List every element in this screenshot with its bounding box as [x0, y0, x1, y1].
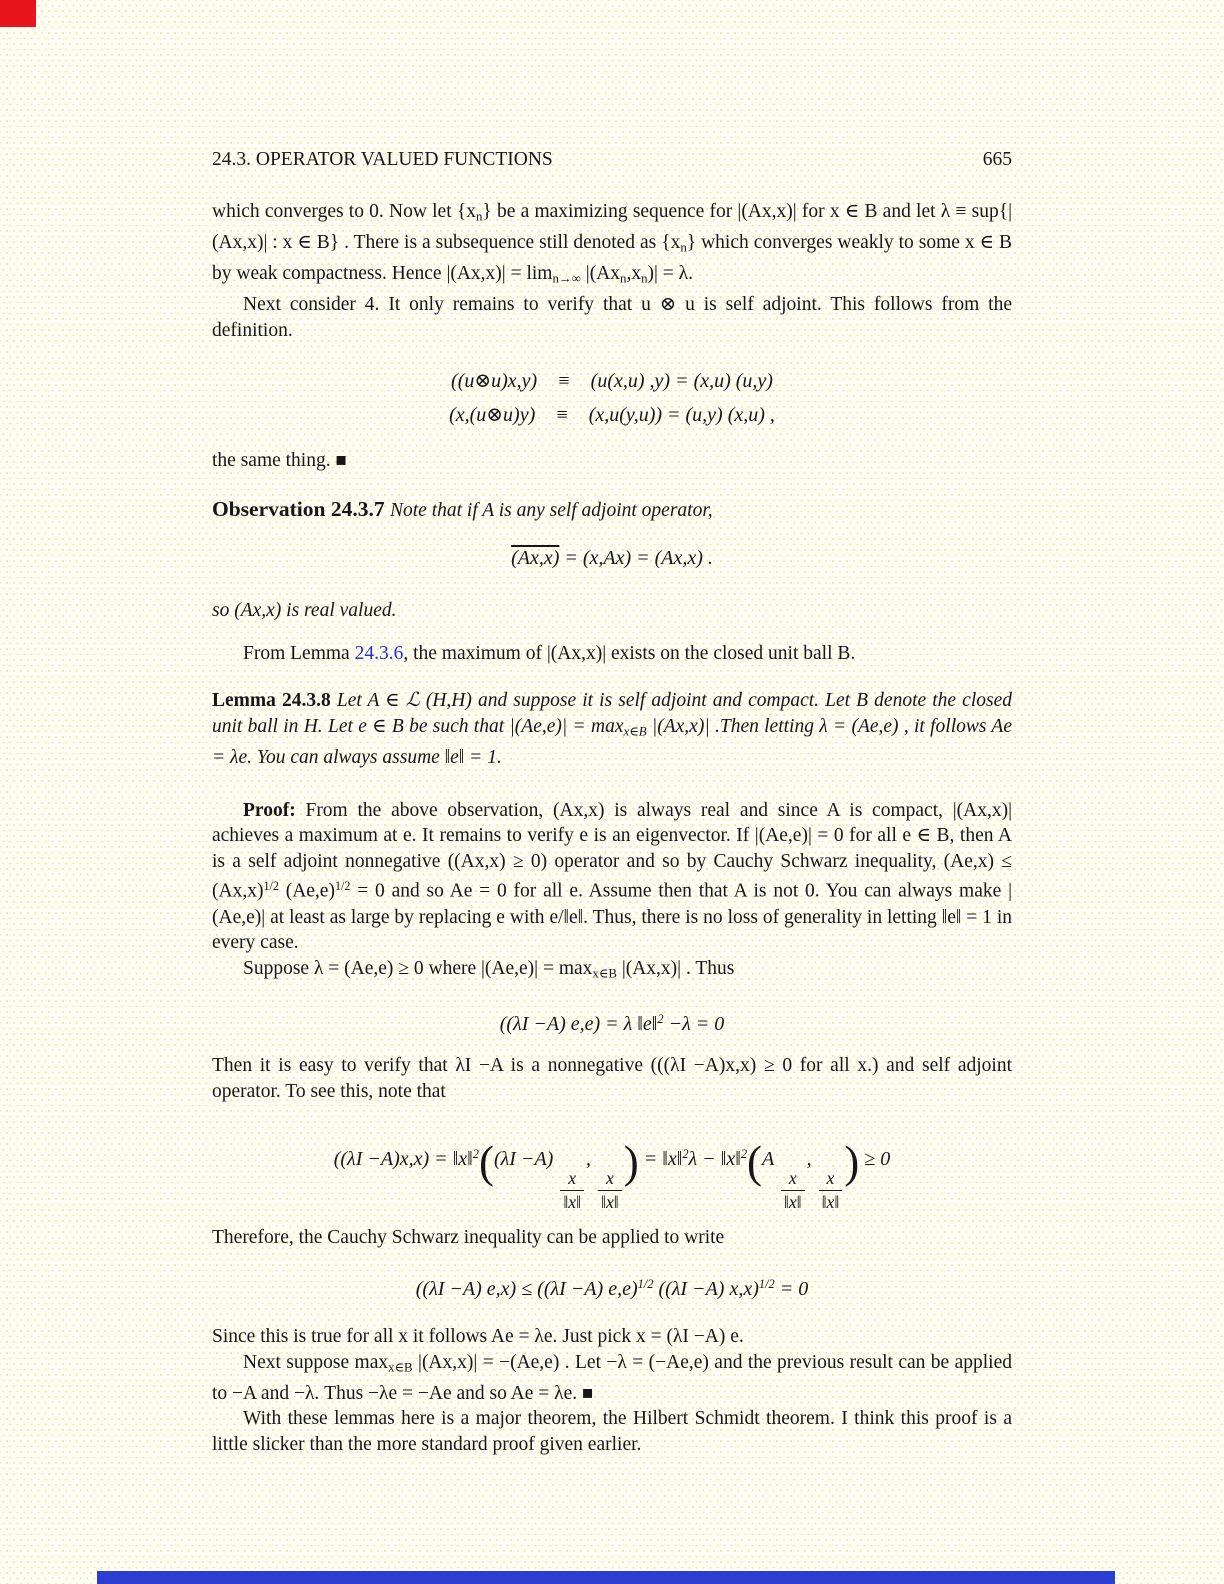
- paragraph-then-easy: [212, 1053, 1012, 1104]
- bold-run: Proof:: [243, 799, 306, 821]
- text-run: n: [641, 271, 648, 286]
- observation-heading: [212, 496, 1012, 524]
- fraction: [560, 1168, 584, 1213]
- qed-square: ■: [335, 450, 347, 472]
- text-run: Next consider 4. It only remains to verify that u ⊗ u is self adjoint. This follows from the definition.: [212, 294, 1012, 341]
- fraction-numerator: x: [560, 1168, 584, 1191]
- display-equation-lambda: [212, 1004, 1012, 1039]
- text-run: ≥ 0: [859, 1148, 891, 1171]
- display-equation-fractions: [212, 1118, 1012, 1213]
- text-run: n: [475, 209, 483, 224]
- text-run: so (Ax,x) is real valued.: [212, 599, 397, 621]
- display-equation-cauchy: [212, 1267, 1012, 1306]
- bold-run: Lemma 24.3.8: [212, 689, 337, 711]
- text-run: , the maximum of |(Ax,x)| exists on the closed unit ball B.: [403, 643, 856, 665]
- text-run: x∈B: [623, 724, 647, 739]
- text-run: ((λI −A) x,x): [653, 1278, 759, 1301]
- text-run: )| = λ.: [647, 263, 694, 285]
- text-run: which converges to 0. Now let {x: [212, 201, 476, 222]
- text-run: 2: [682, 1147, 689, 1162]
- paragraph-therefore: [212, 1225, 1012, 1251]
- text-run: |(Ax,x)| .Then letting λ = (Ae,e) , it follows Ae = λe. You can always assume ‖e‖ = 1.: [212, 716, 1012, 769]
- text-run: Suppose λ = (Ae,e) ≥ 0 where |(Ae,e)| = max: [243, 957, 593, 979]
- text-run: From the above observation, (Ax,x) is always real and since A is compact, |(Ax,x)| achieves a maximum at e. It remains to verify e is an eigenvector. If |(Ae,e)| = 0 for all e ∈ B, then A is a self adjoint nonnegative ((Ax,x) ≥ 0) operator and so by Cauchy Schwarz inequality, (Ae,x) ≤ (Ax,x): [212, 799, 1012, 903]
- fraction-numerator: x: [819, 1168, 843, 1191]
- text-run: } be a maximizing sequence for |(Ax,x)| for x ∈ B and let λ ≡ sup{|(Ax,x)| : x ∈ B} . There is a subsequence still denoted as {x: [212, 201, 1012, 254]
- section-title: 24.3. OPERATOR VALUED FUNCTIONS: [212, 149, 553, 170]
- fraction: [781, 1168, 805, 1213]
- fraction-denominator: ‖x‖: [783, 1191, 802, 1212]
- paragraph-from-lemma: [212, 641, 1012, 667]
- text-run: 2: [657, 1011, 664, 1026]
- text-run: ): [844, 1137, 860, 1188]
- paragraph-next-consider: [212, 292, 1012, 343]
- equation-line: [212, 398, 1012, 432]
- text-run: (: [747, 1137, 763, 1188]
- text-run: ,x: [626, 263, 642, 285]
- lemma-heading: [212, 688, 1012, 772]
- display-equation-tensor: [212, 364, 1012, 432]
- text-run: −λ = 0: [663, 1012, 725, 1035]
- text-run: n: [620, 271, 627, 286]
- text-run: n→∞: [552, 271, 581, 286]
- paragraph-since-true: [212, 1324, 1012, 1350]
- paragraph-which-converges: [212, 199, 1012, 292]
- text-run: |(Ax,x)| = −(Ae,e) . Let −λ = (−Ae,e) and the previous result can be applied to −A and −λ. Thus −λe = −Ae and so Ae = λe.: [212, 1351, 1012, 1404]
- text-run: ,: [586, 1148, 597, 1171]
- fraction-numerator: x: [781, 1168, 805, 1191]
- text-run: ((u⊗u)x,y) ≡ (u(x,u) ,y) = (x,u) (u,y): [451, 370, 773, 393]
- fraction-denominator: ‖x‖: [821, 1191, 840, 1212]
- text-run: 2: [740, 1147, 748, 1162]
- page-number: 665: [982, 149, 1012, 170]
- text-run: Next suppose max: [243, 1351, 389, 1373]
- text-run: x∈B: [592, 966, 617, 981]
- text-run: 2: [472, 1147, 479, 1162]
- text-run: 1/2: [263, 879, 279, 894]
- cross-reference-link[interactable]: 24.3.6: [354, 643, 404, 665]
- text-run: = 0: [774, 1278, 809, 1301]
- display-equation-conjugate: [212, 543, 1012, 573]
- text-run: λ − ‖x‖: [688, 1148, 741, 1171]
- text-run: (Ax,x): [511, 546, 560, 569]
- paragraph-next-suppose: [212, 1350, 1012, 1407]
- text-run: = (x,Ax) = (Ax,x) .: [559, 546, 713, 569]
- text-run: (λI −A): [493, 1148, 559, 1171]
- paragraph-with-lemmas: [212, 1406, 1012, 1457]
- text-run: Note that if A is any self adjoint operator,: [389, 499, 713, 521]
- fraction-denominator: ‖x‖: [563, 1191, 582, 1212]
- text-run: x∈B: [388, 1360, 413, 1375]
- bold-run: Observation 24.3.7: [212, 496, 390, 521]
- text-run: the same thing.: [212, 450, 336, 472]
- paragraph-real-valued: [212, 598, 1012, 624]
- paragraph-same-thing: [212, 448, 1012, 474]
- text-run: |(Ax: [580, 263, 621, 285]
- text-run: } which converges weakly to some x ∈ B by weak compactness. Hence |(Ax,x)| = lim: [212, 232, 1012, 285]
- text-run: Therefore, the Cauchy Schwarz inequality can be applied to write: [212, 1226, 725, 1248]
- text-run: From Lemma: [243, 643, 355, 665]
- paragraph-proof: [212, 798, 1012, 956]
- equation-line: [212, 364, 1012, 398]
- text-run: = 0 and so Ae = 0 for all e. Assume then that A is not 0. You can always make |(Ae,e)| at least as large by replacing e with e/‖e‖. Thus, there is no loss of generality in letting ‖e‖ = 1 in every case.: [212, 881, 1012, 954]
- fraction-numerator: x: [598, 1168, 622, 1191]
- text-run: Then it is easy to verify that λI −A is a nonnegative (((λI −A)x,x) ≥ 0 for all x.) and self adjoint operator. To see this, note that: [212, 1055, 1012, 1102]
- text-run: (x,(u⊗u)y) ≡ (x,u(y,u)) = (u,y) (x,u) ,: [449, 404, 775, 427]
- text-run: n: [680, 240, 687, 255]
- fraction: [819, 1168, 843, 1213]
- text-run: With these lemmas here is a major theorem, the Hilbert Schmidt theorem. I think this proof is a little slicker than the more standard proof given earlier.: [212, 1408, 1012, 1455]
- qed-square: ■: [582, 1382, 594, 1404]
- text-run: ): [623, 1137, 639, 1188]
- text-run: ((λI −A) e,x) ≤ ((λI −A) e,e): [415, 1278, 638, 1301]
- text-run: (Ae,e): [278, 881, 335, 903]
- text-run: ,: [806, 1148, 817, 1171]
- text-run: Let A ∈ ℒ (H,H) and suppose it is self adjoint and compact. Let B denote the closed unit ball in H. Let e ∈ B be such that |(Ae,e)| = max: [212, 689, 1012, 738]
- bottom-progress-bar: [97, 1571, 1115, 1584]
- page-body: [212, 199, 1012, 1457]
- page-corner-marker: [0, 0, 36, 27]
- paragraph-suppose: [212, 956, 1012, 987]
- page-header: [212, 148, 1012, 172]
- text-run: |(Ax,x)| . Thus: [616, 957, 735, 979]
- text-run: A: [762, 1148, 779, 1171]
- text-run: (: [478, 1137, 494, 1188]
- text-run: 1/2: [637, 1277, 654, 1292]
- text-run: 1/2: [334, 879, 351, 894]
- text-run: Since this is true for all x it follows Ae = λe. Just pick x = (λI −A) e.: [212, 1326, 744, 1348]
- text-run: ((λI −A) e,e) = λ ‖e‖: [499, 1012, 658, 1035]
- text-run: = ‖x‖: [638, 1148, 683, 1171]
- fraction: [598, 1168, 622, 1213]
- fraction-denominator: ‖x‖: [601, 1191, 619, 1212]
- text-run: 1/2: [758, 1277, 775, 1292]
- text-run: ((λI −A)x,x) = ‖x‖: [333, 1148, 473, 1171]
